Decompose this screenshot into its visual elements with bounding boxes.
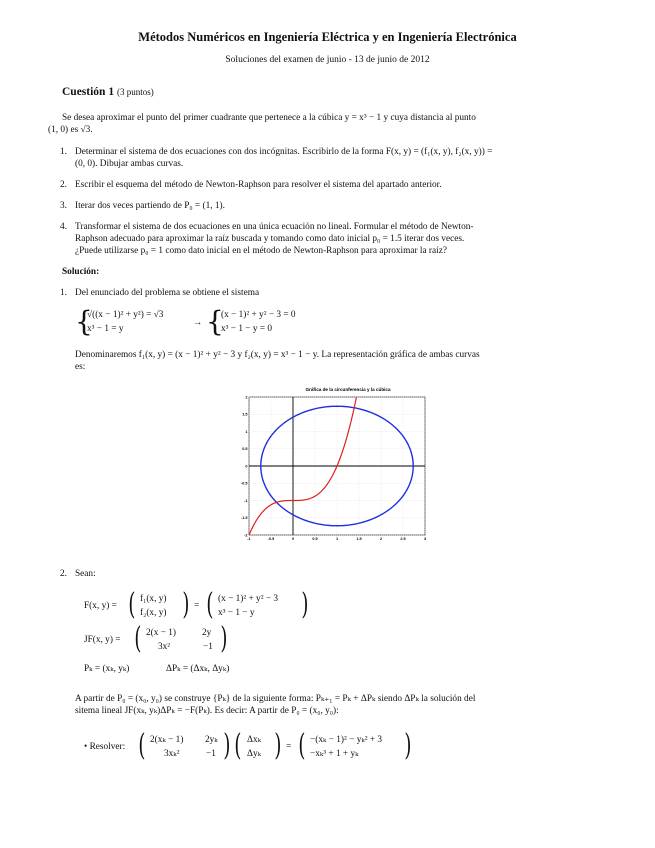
definition-line2: es: [75,362,86,372]
matrix-r2c2: −1 [206,749,216,759]
delta-vector-comp2: Δyₖ [247,749,262,759]
x-tick-label: 0 [291,537,295,541]
right-paren-symbol: ) [404,728,412,763]
rhs-comp2: −xₖ³ + 1 + yₖ [310,749,359,759]
y-tick-label: 1 [245,429,248,434]
item-text: Determinar el sistema de dos ecuaciones con dos incógnitas. Escribirlo de la forma F(x, y) = (f₁(x, y), f₂(x, y)) = [75,147,493,157]
item-text: Raphson adecuado para aproximar la raíz buscada y tomando como dato inicial p₀ = 1.5 iterar dos veces. [75,234,465,244]
left-paren-symbol: ( [134,621,142,656]
left-brace-symbol: { [75,305,93,338]
item-number: 3. [60,201,67,211]
Pk-definition: Pₖ = (xₖ, yₖ) [84,664,130,674]
solution-step-number: 1. [60,288,67,298]
definition-line1: Denominaremos f₁(x, y) = (x − 1)² + y² − 3 y f₂(x, y) = x³ − 1 − y. La representación gráfica de ambas curvas [75,350,480,360]
x-tick-label: 1 [335,537,339,541]
item-text: Escribir el esquema del método de Newton-Raphson para resolver el sistema del apartado anterior. [75,180,442,190]
question-points: (3 puntos) [116,87,154,97]
system-eq-a2: x³ − 1 = y [87,324,124,334]
matrix-r2c1: 3xₖ² [164,749,180,759]
solution-heading: Solución: [62,267,100,277]
item-text: (0, 0). Dibujar ambas curvas. [75,159,184,169]
question-title: Cuestión 1 [62,86,115,98]
left-paren-symbol: ( [128,587,136,622]
right-paren-symbol: ) [223,728,231,763]
chart-title: Gráfica de la circunferencia y la cúbica [305,387,391,392]
document-title: Métodos Numéricos en Ingeniería Eléctrica y en Ingeniería Electrónica [138,30,517,44]
iteration-line2: sitema lineal JF(xₖ, yₖ)ΔPₖ = −F(Pₖ). Es decir: A partir de P₀ = (x₀, y₀): [75,706,339,716]
resolver-label: • Resolver: [84,742,126,752]
y-tick-label: -2 [244,533,248,538]
jacobian-r1c1: 2(x − 1) [146,628,177,638]
F-lhs: F(x, y) = [84,601,117,611]
x-tick-label: 3 [423,537,427,541]
item-text: Iterar dos veces partiendo de P₀ = (1, 1). [75,201,225,211]
solution-step-text: Del enunciado del problema se obtiene el sistema [75,288,260,298]
x-tick-label: 2 [379,537,383,541]
F-vector-comp2: f₂(x, y) [140,608,167,618]
y-tick-label: -0.5 [240,481,248,486]
y-tick-label: -1 [244,498,248,503]
y-tick-label: -1.5 [240,516,248,521]
left-paren-symbol: ( [298,728,306,763]
left-brace-symbol: { [206,305,224,338]
left-paren-symbol: ( [138,728,146,763]
right-paren-symbol: ) [274,728,282,763]
jacobian-r1c2: 2y [202,628,212,638]
right-paren-symbol: ) [182,587,190,622]
x-tick-label: -1 [247,537,251,541]
F-vector-comp1: f₁(x, y) [140,594,167,604]
x-tick-label: -0.5 [267,537,275,541]
implication-arrow: → [193,318,203,328]
x-tick-label: 2.5 [400,537,406,541]
delta-vector-comp1: Δxₖ [247,735,262,745]
matrix-r1c2: 2yₖ [205,735,218,745]
item-number: 1. [60,147,67,157]
item-text: ¿Puede utilizarse p₀ = 1 como dato inicial en el método de Newton-Raphson para aproximar la raíz? [75,246,447,256]
system-eq-b1: (x − 1)² + y² − 3 = 0 [221,310,296,320]
item-text: Transformar el sistema de dos ecuaciones en una única ecuación no lineal. Formular el método de Newton- [75,222,474,232]
system-eq-b2: x³ − 1 − y = 0 [221,324,273,334]
jacobian-r2c2: −1 [203,642,213,652]
item-number: 2. [60,180,67,190]
iteration-line1: A partir de P₀ = (x₀, y₀) se construye {Pₖ} de la siguiente forma: Pₖ₊₁ = Pₖ + ΔPₖ siendo ΔPₖ la solución del [75,694,476,704]
right-paren-symbol: ) [220,621,228,656]
deltaPk-definition: ΔPₖ = (Δxₖ, Δyₖ) [166,664,230,674]
item-number: 4. [60,222,67,232]
question-statement-line2: (1, 0) es √3. [48,125,93,135]
y-tick-label: 0 [245,464,248,469]
right-paren-symbol: ) [301,587,309,622]
F-expr-comp2: x³ − 1 − y [218,608,255,618]
document-subtitle: Soluciones del examen de junio - 13 de junio de 2012 [225,55,430,65]
left-paren-symbol: ( [234,728,242,763]
F-expr-comp1: (x − 1)² + y² − 3 [218,594,279,604]
y-tick-label: 1.5 [242,412,248,417]
question-statement-line1: Se desea aproximar el punto del primer cuadrante que pertenece a la cúbica y = x³ − 1 y cuya distancia al punto [62,113,476,123]
equals-sign: = [194,601,200,611]
y-tick-label: 2 [245,395,248,400]
matrix-r1c1: 2(xₖ − 1) [150,735,184,745]
equals-sign: = [286,742,292,752]
question-heading [62,86,154,98]
system-eq-a1: √((x − 1)² + y²) = √3 [87,310,164,320]
jacobian-r2c1: 3x² [158,642,171,652]
rhs-comp1: −(xₖ − 1)² − yₖ² + 3 [310,735,383,745]
y-tick-label: 0.5 [242,447,248,452]
left-paren-symbol: ( [206,587,214,622]
x-tick-label: 1.5 [356,537,362,541]
solution-step-number: 2. [60,569,67,579]
curves-chart [238,381,438,544]
jacobian-lhs: JF(x, y) = [84,635,121,645]
x-tick-label: 0.5 [312,537,318,541]
solution-step-text: Sean: [75,569,96,579]
